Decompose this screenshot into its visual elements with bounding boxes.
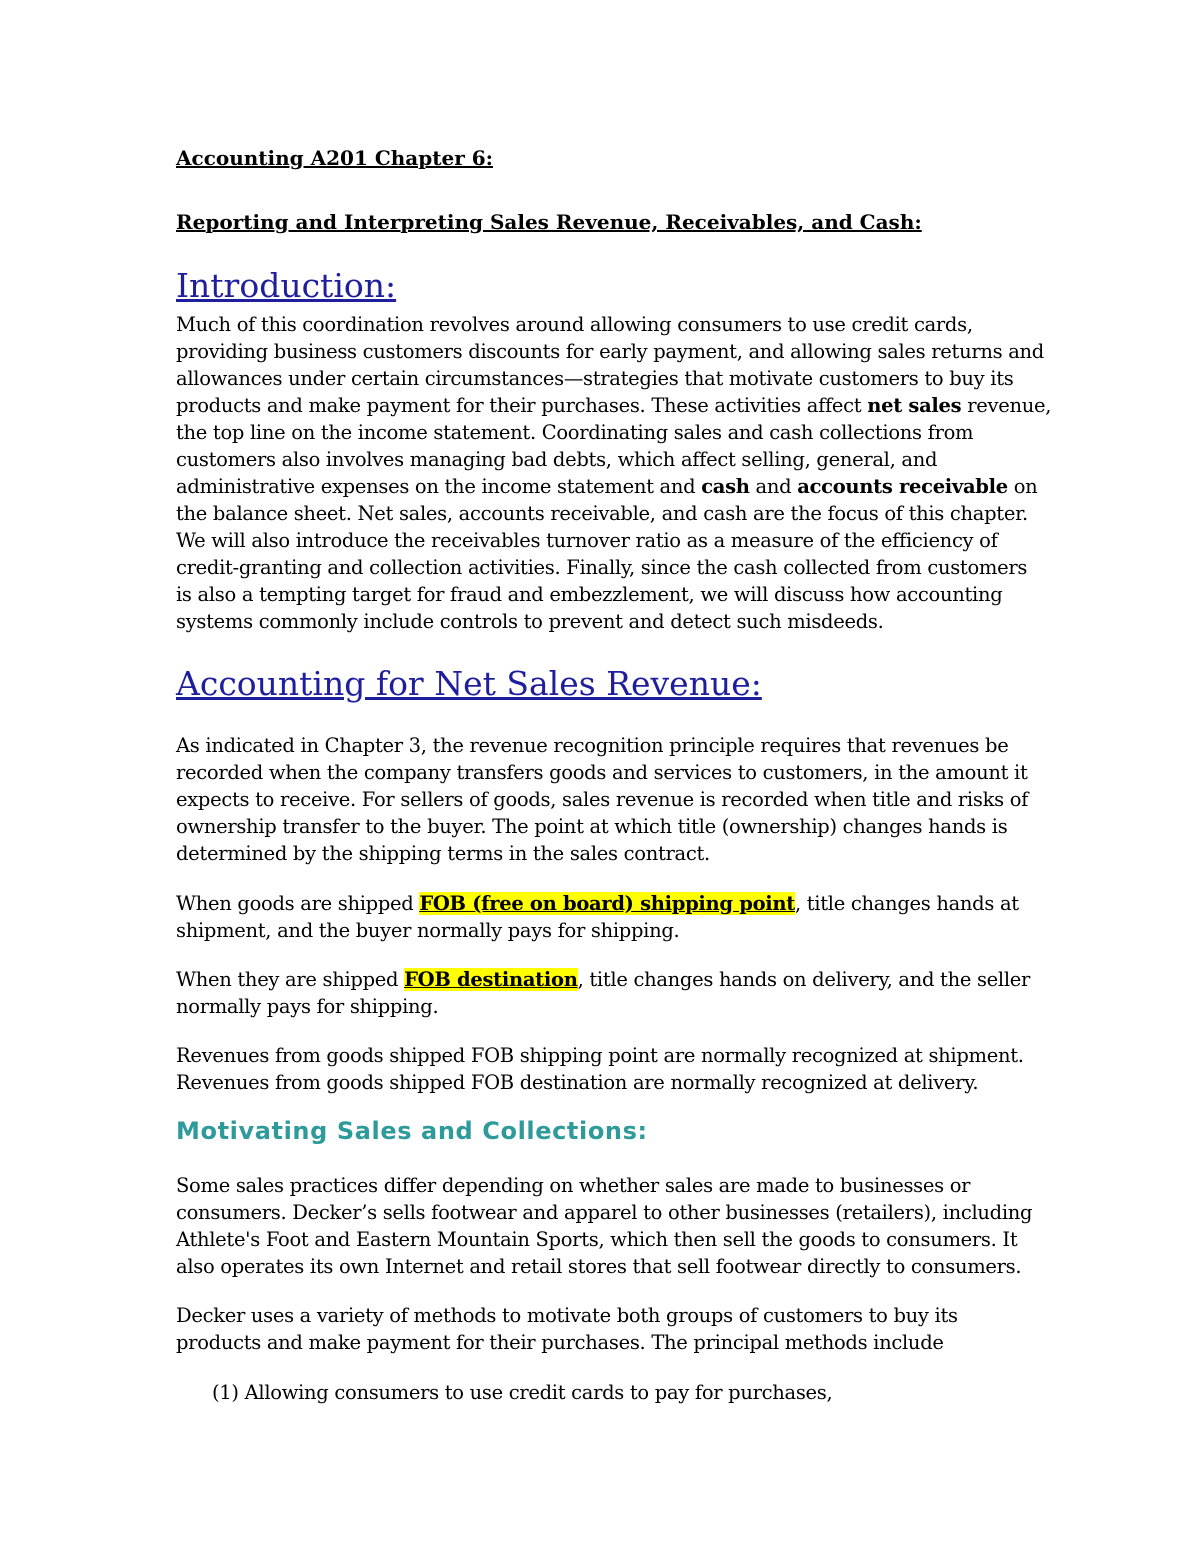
paragraph-line [176, 890, 1036, 917]
document-subtitle: Reporting and Interpreting Sales Revenue, Receivables, and Cash: [176, 210, 922, 234]
motivating-sales-heading: Motivating Sales and Collections: [176, 1117, 648, 1145]
sales-practices-paragraph [176, 1172, 1036, 1280]
introduction-paragraph [176, 311, 1052, 635]
fob-shipping-point-highlight: FOB (free on board) shipping point [419, 892, 795, 915]
intro-line: We will also introduce the receivables turnover ratio as a measure of the efficiency of [176, 529, 998, 552]
fob-shipping-paragraph [176, 890, 1036, 944]
accounts-receivable-term: accounts receivable [797, 475, 1008, 498]
net-sales-heading: Accounting for Net Sales Revenue: [176, 664, 762, 703]
revenue-recognition-paragraph [176, 732, 1036, 867]
intro-line: credit-granting and collection activities. Finally, since the cash collected from customers [176, 556, 1028, 579]
paragraph-line: recorded when the company transfers goods and services to customers, in the amount it [176, 761, 1028, 784]
paragraph-line: ownership transfer to the buyer. The point at which title (ownership) changes hands is [176, 815, 1008, 838]
methods-paragraph [176, 1302, 1036, 1356]
intro-line: the balance sheet. Net sales, accounts receivable, and cash are the focus of this chapter. [176, 502, 1028, 525]
intro-text: on [1007, 475, 1038, 498]
paragraph-line: As indicated in Chapter 3, the revenue recognition principle requires that revenues be [176, 734, 1009, 757]
net-sales-term: net sales [867, 394, 962, 417]
paragraph-line: Revenues from goods shipped FOB destination are normally recognized at delivery. [176, 1071, 979, 1094]
paragraph-text: When they are shipped [176, 968, 405, 991]
paragraph-line: shipment, and the buyer normally pays for shipping. [176, 919, 680, 942]
fob-destination-highlight: FOB destination [404, 968, 578, 991]
paragraph-line: determined by the shipping terms in the sales contract. [176, 842, 710, 865]
intro-line: systems commonly include controls to prevent and detect such misdeeds. [176, 610, 884, 633]
paragraph-line: expects to receive. For sellers of goods, sales revenue is recorded when title and risks of [176, 788, 1029, 811]
paragraph-line: Decker uses a variety of methods to motivate both groups of customers to buy its [176, 1304, 958, 1327]
paragraph-line: Athlete's Foot and Eastern Mountain Sports, which then sell the goods to consumers. It [176, 1228, 1018, 1251]
paragraph-text: , title changes hands on delivery, and the seller [577, 968, 1031, 991]
fob-destination-paragraph [176, 966, 1036, 1020]
cash-term: cash [701, 475, 750, 498]
document-title: Accounting A201 Chapter 6: [176, 146, 494, 170]
paragraph-line: Some sales practices differ depending on whether sales are made to businesses or [176, 1174, 971, 1197]
intro-line [176, 392, 1052, 419]
recognition-timing-paragraph [176, 1042, 1036, 1096]
paragraph-line [176, 966, 1036, 993]
intro-line: customers also involves managing bad debts, which affect selling, general, and [176, 448, 938, 471]
paragraph-line: Revenues from goods shipped FOB shipping point are normally recognized at shipment. [176, 1044, 1024, 1067]
intro-line: is also a tempting target for fraud and embezzlement, we will discuss how accounting [176, 583, 1003, 606]
paragraph-text: , title changes hands at [794, 892, 1019, 915]
paragraph-text: When goods are shipped [176, 892, 420, 915]
intro-line: allowances under certain circumstances—strategies that motivate customers to buy its [176, 367, 1014, 390]
paragraph-line: products and make payment for their purchases. The principal methods include [176, 1331, 944, 1354]
paragraph-line: consumers. Decker’s sells footwear and apparel to other businesses (retailers), including [176, 1201, 1033, 1224]
paragraph-line: also operates its own Internet and retail stores that sell footwear directly to consumers. [176, 1255, 1022, 1278]
intro-text: administrative expenses on the income statement and [176, 475, 702, 498]
intro-line: Much of this coordination revolves around allowing consumers to use credit cards, [176, 313, 973, 336]
intro-text: products and make payment for their purchases. These activities affect [176, 394, 868, 417]
intro-line [176, 473, 1036, 500]
list-item: (1) Allowing consumers to use credit cards to pay for purchases, [212, 1381, 833, 1404]
paragraph-line: normally pays for shipping. [176, 995, 439, 1018]
intro-line: providing business customers discounts for early payment, and allowing sales returns and [176, 340, 1044, 363]
intro-line: the top line on the income statement. Coordinating sales and cash collections from [176, 421, 974, 444]
intro-text: and [749, 475, 798, 498]
introduction-heading: Introduction: [176, 266, 397, 305]
intro-text: revenue, [961, 394, 1052, 417]
